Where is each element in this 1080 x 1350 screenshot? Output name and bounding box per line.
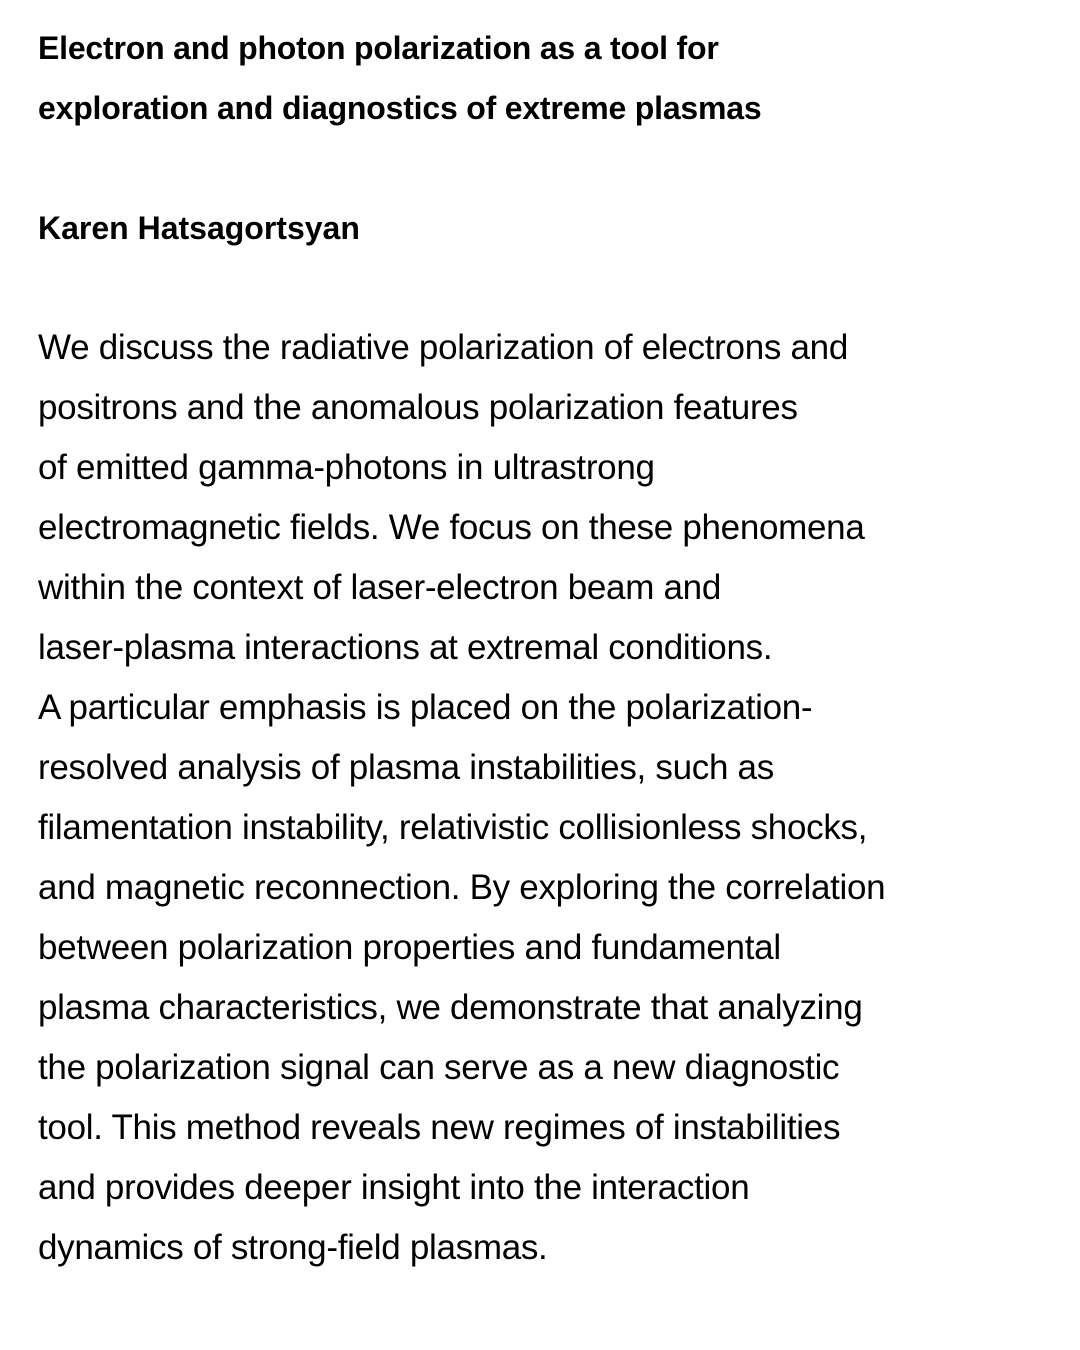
abstract-line: positrons and the anomalous polarization features [38,388,798,427]
abstract-line: plasma characteristics, we demonstrate that analyzing [38,988,863,1027]
abstract-line: and magnetic reconnection. By exploring the correlation [38,868,886,907]
title-line-2: exploration and diagnostics of extreme plasmas [38,90,762,126]
abstract-line: A particular emphasis is placed on the polarization- [38,688,813,727]
abstract-line: tool. This method reveals new regimes of instabilities [38,1108,841,1147]
abstract-line: filamentation instability, relativistic collisionless shocks, [38,808,868,847]
abstract-line: of emitted gamma-photons in ultrastrong [38,448,655,487]
author-name: Karen Hatsagortsyan [38,210,360,246]
abstract-line: electromagnetic fields. We focus on these phenomena [38,508,865,547]
abstract-line: and provides deeper insight into the interaction [38,1168,750,1207]
abstract-line: dynamics of strong-field plasmas. [38,1228,548,1267]
abstract-line: the polarization signal can serve as a new diagnostic [38,1048,840,1087]
abstract-line: We discuss the radiative polarization of electrons and [38,328,848,367]
title-line-1: Electron and photon polarization as a tool for [38,30,719,66]
abstract-line: resolved analysis of plasma instabilities, such as [38,748,774,787]
abstract-line: laser-plasma interactions at extremal conditions. [38,628,773,667]
abstract-line: between polarization properties and fundamental [38,928,781,967]
abstract-line: within the context of laser-electron beam and [38,568,721,607]
